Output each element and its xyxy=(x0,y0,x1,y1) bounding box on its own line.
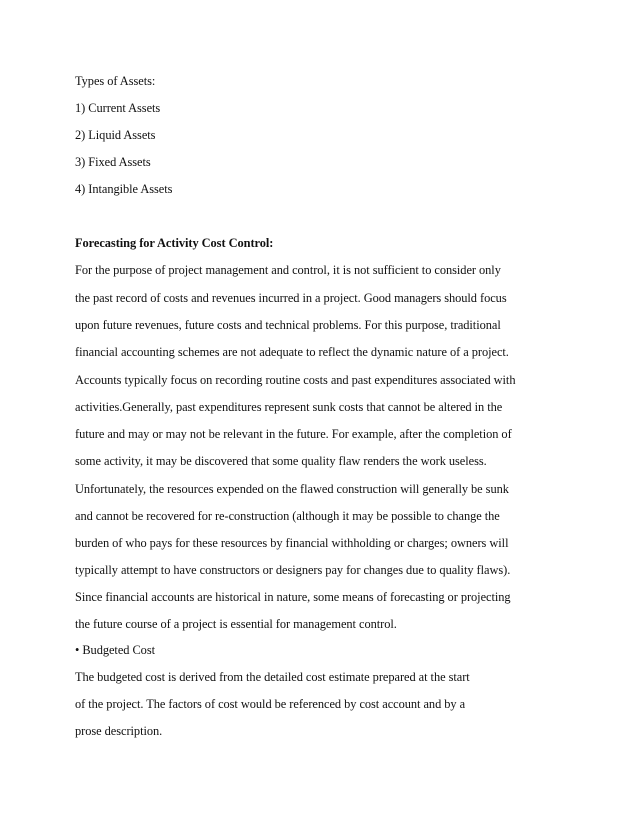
paragraph-line: financial accounting schemes are not adequate to reflect the dynamic nature of a project. xyxy=(75,345,509,359)
paragraph-line: prose description. xyxy=(75,724,163,738)
paragraph-line: of the project. The factors of cost would be referenced by cost account and by a xyxy=(75,697,466,711)
paragraph-line: Unfortunately, the resources expended on the flawed construction will generally be sunk xyxy=(75,482,509,496)
budgeted-cost-bullet: • Budgeted Cost xyxy=(75,643,155,657)
asset-item: 4) Intangible Assets xyxy=(75,182,173,196)
paragraph-line: typically attempt to have constructors or designers pay for changes due to quality flaws). xyxy=(75,563,511,577)
paragraph-line: some activity, it may be discovered that some quality flaw renders the work useless. xyxy=(75,454,487,468)
paragraph-line: activities.Generally, past expenditures represent sunk costs that cannot be altered in the xyxy=(75,400,503,414)
paragraph-line: future and may or may not be relevant in the future. For example, after the completion of xyxy=(75,427,512,441)
asset-item: 3) Fixed Assets xyxy=(75,155,151,169)
asset-item: 2) Liquid Assets xyxy=(75,128,156,142)
paragraph-line: and cannot be recovered for re-construction (although it may be possible to change the xyxy=(75,509,500,523)
paragraph-line: Accounts typically focus on recording routine costs and past expenditures associated with xyxy=(75,373,516,387)
forecasting-heading: Forecasting for Activity Cost Control: xyxy=(75,236,274,250)
paragraph-line: the past record of costs and revenues incurred in a project. Good managers should focus xyxy=(75,291,507,305)
asset-item: 1) Current Assets xyxy=(75,101,161,115)
paragraph-line: burden of who pays for these resources by financial withholding or charges; owners will xyxy=(75,536,509,550)
assets-heading: Types of Assets: xyxy=(75,74,156,88)
paragraph-line: The budgeted cost is derived from the detailed cost estimate prepared at the start xyxy=(75,670,470,684)
paragraph-line: the future course of a project is essential for management control. xyxy=(75,617,397,631)
paragraph-line: Since financial accounts are historical in nature, some means of forecasting or projecting xyxy=(75,590,511,604)
paragraph-line: upon future revenues, future costs and technical problems. For this purpose, traditional xyxy=(75,318,501,332)
paragraph-line: For the purpose of project management and control, it is not sufficient to consider only xyxy=(75,263,501,277)
